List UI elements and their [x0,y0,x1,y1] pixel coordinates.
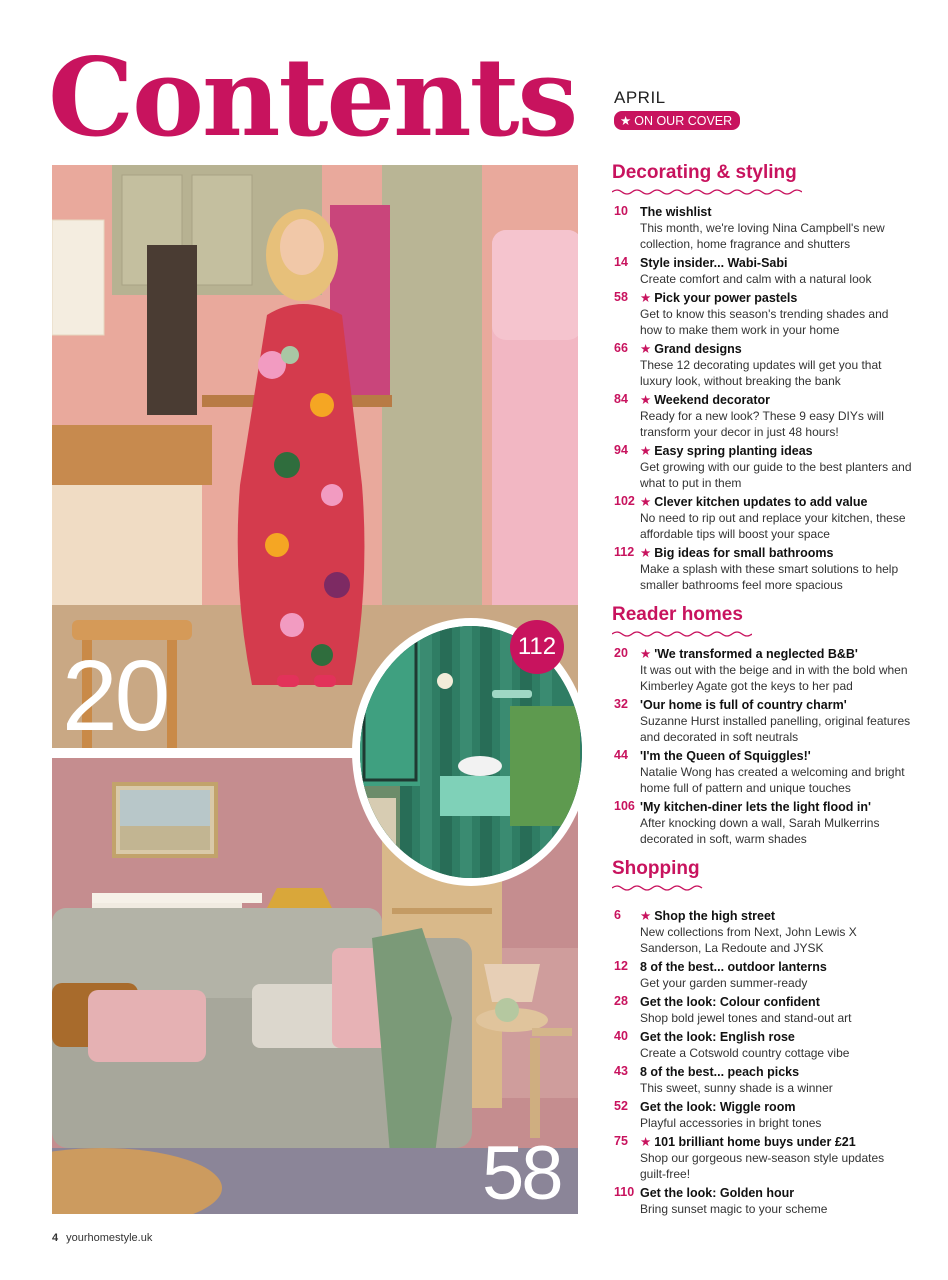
entry-description: Natalie Wong has created a welcoming and bright home full of pattern and unique touches [640,765,905,795]
entry-page-number: 6 [614,908,621,922]
section-decorating [612,162,912,596]
page-number-58: 58 [482,1131,561,1216]
entry-title [640,392,912,408]
entry-title [640,1134,912,1150]
footer-page-number: 4 [52,1232,59,1244]
entry-description: Create comfort and calm with a natural look [640,272,872,286]
section-title: Reader homes [612,604,743,625]
entry-description: Shop our gorgeous new-season style updates guilt-free! [640,1151,885,1181]
entry-description: Create a Cotswold country cottage vibe [640,1046,850,1060]
toc-entry [612,748,912,796]
entry-title [640,646,912,662]
cover-star-icon: ★ [640,342,652,356]
entry-title-text: Get the look: Golden hour [640,1186,795,1200]
entry-title-text: 'Our home is full of country charm' [640,698,847,712]
cover-star-icon: ★ [640,393,652,407]
toc-entry [612,290,912,338]
entry-page-number: 84 [614,392,628,406]
entry-title [640,1185,912,1201]
cover-star-icon: ★ [640,647,652,661]
toc-entry [612,494,912,542]
entry-description: This month, we're loving Nina Campbell's new collection, home fragrance and shutters [640,221,885,251]
toc-entry [612,799,912,847]
entry-description: Shop bold jewel tones and stand-out art [640,1011,852,1025]
entry-title [640,255,912,271]
squiggle-divider [612,884,704,892]
entry-description: Bring sunset magic to your scheme [640,1202,828,1216]
entry-title-text: Weekend decorator [654,393,770,407]
entry-title-text: Easy spring planting ideas [654,444,813,458]
entry-title-text: 'My kitchen-diner lets the light flood in' [640,800,871,814]
entry-title-text: Shop the high street [654,909,776,923]
cover-star-icon: ★ [640,495,652,509]
entry-title-text: 8 of the best... outdoor lanterns [640,960,827,974]
entry-description: It was out with the beige and in with the bold when Kimberley Agate got the keys to her pad [640,663,908,693]
cover-star-icon: ★ [640,1135,652,1149]
section-title: Decorating & styling [612,162,797,183]
page-footer [52,1232,152,1244]
entry-page-number: 110 [614,1185,635,1199]
toc-entry [612,1134,912,1182]
toc-entry [612,255,912,287]
entry-description: Get your garden summer-ready [640,976,808,990]
cover-star-icon: ★ [640,546,652,560]
section-reader-homes [612,604,912,850]
entry-page-number: 20 [614,646,628,660]
entry-title-text: Get the look: English rose [640,1030,795,1044]
entry-description: Suzanne Hurst installed panelling, original features and decorated in soft neutrals [640,714,911,744]
squiggle-divider [612,630,752,638]
on-our-cover-badge [614,111,740,130]
entry-page-number: 10 [614,204,628,218]
toc-entry [612,959,912,991]
entry-page-number: 40 [614,1029,628,1043]
entry-description: Get growing with our guide to the best planters and what to put in them [640,460,912,490]
entry-title-text: 'I'm the Queen of Squiggles!' [640,749,811,763]
entry-page-number: 102 [614,494,635,508]
toc-entry [612,1099,912,1131]
entry-title-text: Big ideas for small bathrooms [654,546,834,560]
entry-page-number: 75 [614,1134,628,1148]
entry-page-number: 94 [614,443,628,457]
star-icon: ★ [620,114,632,128]
squiggle-divider [612,188,802,196]
entry-description: This sweet, sunny shade is a winner [640,1081,833,1095]
entry-description: Make a splash with these smart solutions to help smaller bathrooms feel more spacious [640,562,899,592]
entry-title [640,799,912,815]
issue-info [614,88,740,130]
cover-badge-label: ON OUR COVER [634,114,733,128]
toc-entry [612,443,912,491]
entry-page-number: 66 [614,341,628,355]
entry-page-number: 112 [614,545,635,559]
entry-page-number: 12 [614,959,628,973]
entry-description: Get to know this season's trending shades and how to make them work in your home [640,307,889,337]
toc-entry [612,646,912,694]
entry-description: Playful accessories in bright tones [640,1116,822,1130]
entry-page-number: 32 [614,697,628,711]
entry-title [640,959,912,975]
entry-description: New collections from Next, John Lewis X Sanderson, La Redoute and JYSK [640,925,857,955]
entry-description: Ready for a new look? These 9 easy DIYs will transform your decor in just 48 hours! [640,409,884,439]
entry-title [640,545,912,561]
entry-title-text: Style insider... Wabi-Sabi [640,256,788,270]
entry-description: No need to rip out and replace your kitchen, these affordable tips will boost your space [640,511,906,541]
issue-month: APRIL [614,88,666,107]
masthead [48,35,608,168]
page-number-20: 20 [62,640,168,752]
entry-title [640,204,912,220]
section-shopping [612,858,912,1220]
toc-entry [612,545,912,593]
toc-entry [612,1064,912,1096]
entry-title-text: Get the look: Wiggle room [640,1100,796,1114]
entry-description: After knocking down a wall, Sarah Mulkerrins decorated in soft, warm shades [640,816,880,846]
entry-description: These 12 decorating updates will get you that luxury look, without breaking the bank [640,358,882,388]
entry-page-number: 44 [614,748,628,762]
entry-title [640,443,912,459]
entry-title-text: 101 brilliant home buys under £21 [654,1135,856,1149]
toc-entry [612,341,912,389]
toc-entry [612,908,912,956]
page-badge-112: 112 [510,620,564,674]
entry-title [640,1029,912,1045]
entry-title-text: 'We transformed a neglected B&B' [654,647,858,661]
entry-page-number: 14 [614,255,628,269]
entry-title [640,908,912,924]
cover-star-icon: ★ [640,444,652,458]
cover-star-icon: ★ [640,909,652,923]
entry-title-text: Get the look: Colour confident [640,995,820,1009]
cover-star-icon: ★ [640,291,652,305]
entry-page-number: 106 [614,799,635,813]
entry-page-number: 58 [614,290,628,304]
toc-entry [612,994,912,1026]
entry-page-number: 28 [614,994,628,1008]
entry-page-number: 43 [614,1064,628,1078]
toc-entry [612,204,912,252]
entry-title [640,341,912,357]
entry-title [640,494,912,510]
entry-title [640,1064,912,1080]
entry-title-text: Clever kitchen updates to add value [654,495,868,509]
entry-title-text: 8 of the best... peach picks [640,1065,800,1079]
toc-entry [612,392,912,440]
entry-title [640,697,912,713]
entry-title-text: The wishlist [640,205,712,219]
entry-page-number: 52 [614,1099,628,1113]
entry-title [640,1099,912,1115]
toc-entry [612,1185,912,1217]
section-title: Shopping [612,858,700,879]
toc-entry [612,697,912,745]
page-title: Contents [48,35,577,161]
entry-title [640,994,912,1010]
footer-site: yourhomestyle.uk [66,1232,153,1244]
entry-title-text: Pick your power pastels [654,291,798,305]
toc-entry [612,1029,912,1061]
entry-title-text: Grand designs [654,342,742,356]
entry-title [640,290,912,306]
entry-title [640,748,912,764]
